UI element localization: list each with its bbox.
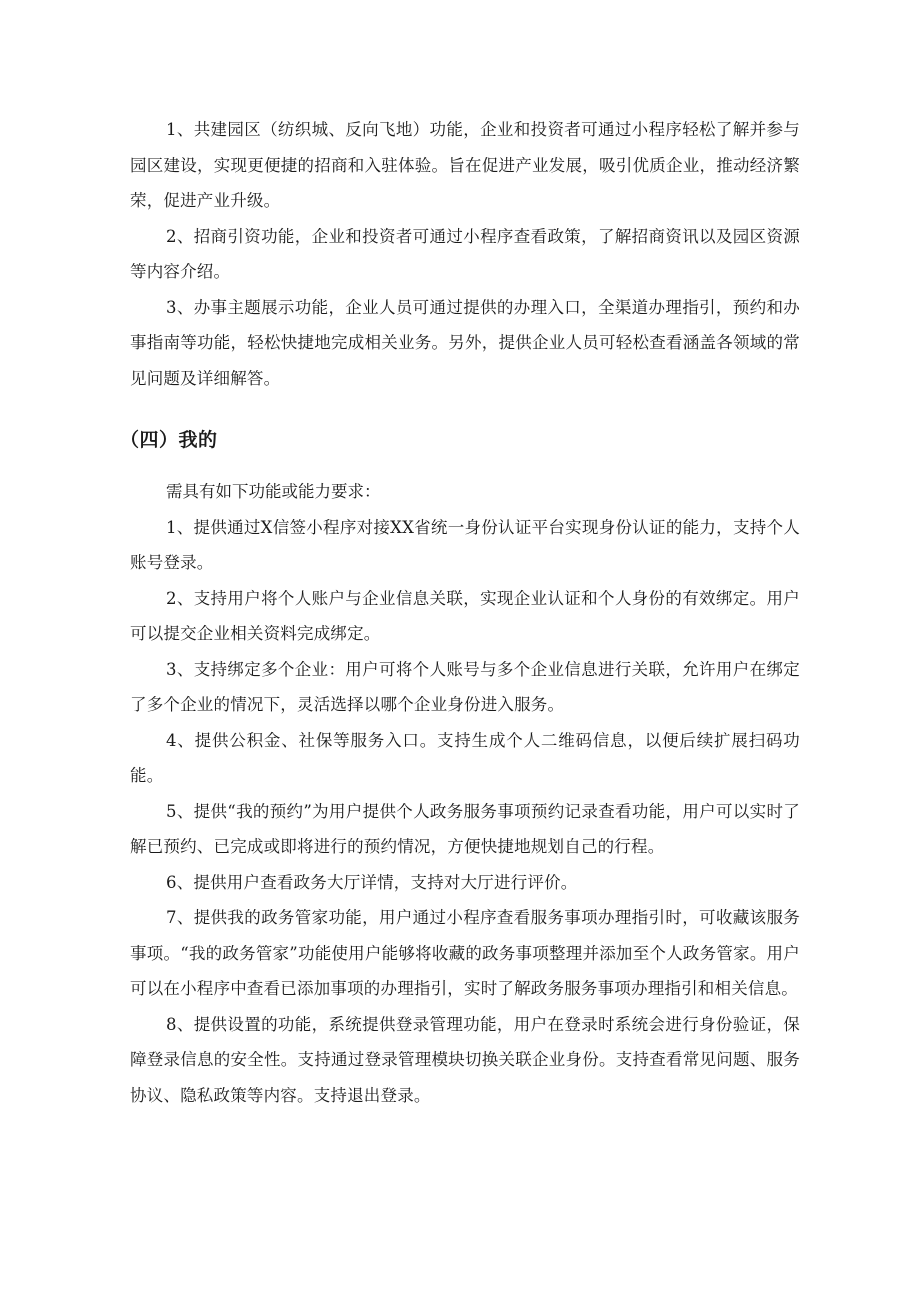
paragraph-2: 2、招商引资功能，企业和投资者可通过小程序查看政策，了解招商资讯以及园区资源等内容介绍。 <box>130 226 800 281</box>
section-intro: 需具有如下功能或能力要求： <box>166 482 381 501</box>
paragraph-1: 1、共建园区（纺织城、反向飞地）功能，企业和投资者可通过小程序轻松了解并参与园区建设，实现更便捷的招商和入驻体验。旨在促进产业发展，吸引优质企业，推动经济繁荣，促进产业升级。 <box>130 120 800 210</box>
requirement-6: 6、提供用户查看政务大厅详情，支持对大厅进行评价。 <box>166 872 578 892</box>
requirement-8: 8、提供设置的功能，系统提供登录管理功能，用户在登录时系统会进行身份验证，保障登录信息的安全性。支持通过登录管理模块切换关联企业身份。支持查看常见问题、服务协议、隐私政策等内容。支持退出登录。 <box>130 1014 800 1105</box>
requirement-7: 7、提供我的政务管家功能，用户通过小程序查看服务事项办理指引时，可收藏该服务事项。“我的政务管家”功能使用户能够将收藏的政务事项整理并添加至个人政务管家。用户可以在小程序中查看已添加事项的办理指引，实时了解政务服务事项办理指引和相关信息。 <box>130 908 800 998</box>
requirement-1: 1、提供通过X信签小程序对接XX省统一身份认证平台实现身份认证的能力，支持个人账号登录。 <box>130 517 800 572</box>
section-heading: （四）我的 <box>120 429 218 451</box>
requirement-3: 3、支持绑定多个企业：用户可将个人账号与多个企业信息进行关联，允许用户在绑定了多个企业的情况下，灵活选择以哪个企业身份进入服务。 <box>130 659 800 714</box>
requirement-4: 4、提供公积金、社保等服务入口。支持生成个人二维码信息，以便后续扩展扫码功能。 <box>130 730 800 785</box>
paragraph-3: 3、办事主题展示功能，企业人员可通过提供的办理入口，全渠道办理指引，预约和办事指南等功能，轻松快捷地完成相关业务。另外，提供企业人员可轻松查看涵盖各领域的常见问题及详细解答。 <box>130 297 800 388</box>
requirement-2: 2、支持用户将个人账户与企业信息关联，实现企业认证和个人身份的有效绑定。用户可以提交企业相关资料完成绑定。 <box>130 588 800 643</box>
requirement-5: 5、提供“我的预约”为用户提供个人政务服务事项预约记录查看功能，用户可以实时了解已预约、已完成或即将进行的预约情况，方便快捷地规划自己的行程。 <box>130 801 800 856</box>
